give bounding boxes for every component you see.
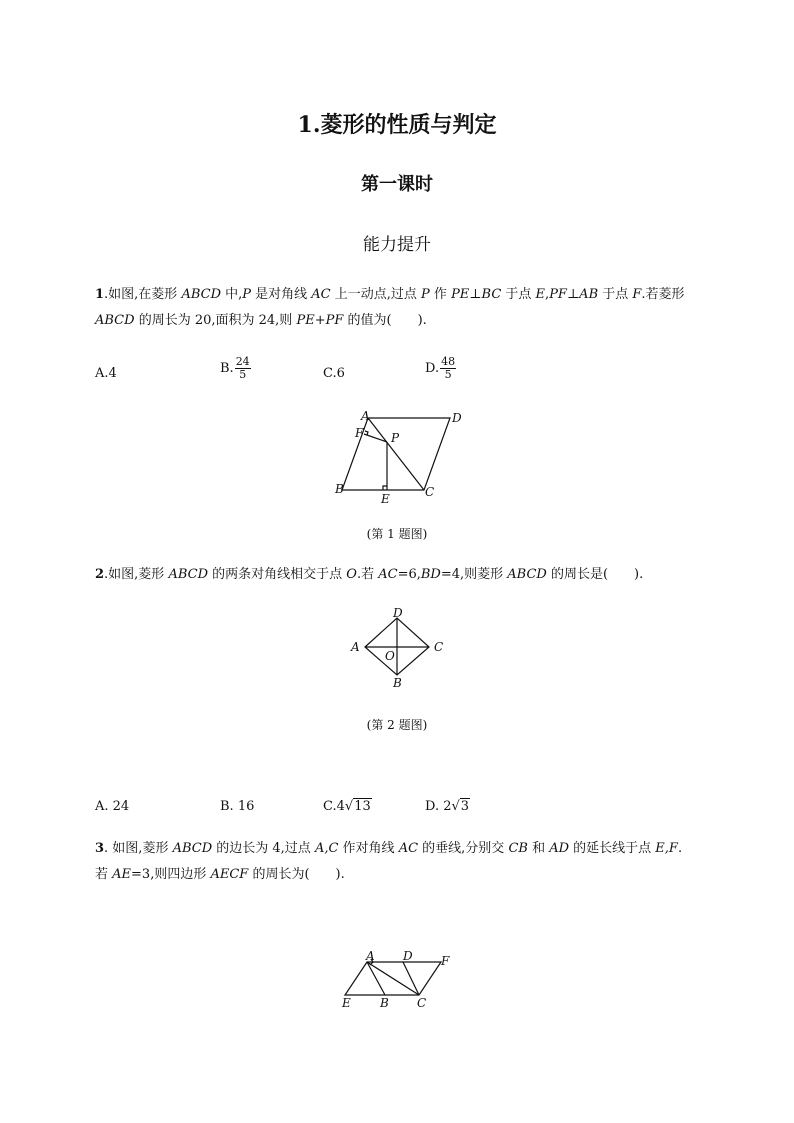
label-d: D: [452, 411, 462, 425]
question-3-line-2: 若 AE=3,则四边形 AECF 的周长为( ).: [95, 867, 345, 882]
label-d: D: [403, 949, 413, 963]
label-c: C: [417, 996, 427, 1010]
label-c: C: [425, 485, 435, 499]
question-3: [95, 836, 715, 888]
figure-q2-rhombus: [345, 605, 450, 690]
right-angle-e: [383, 486, 387, 490]
side-ab: [367, 962, 385, 995]
question-2-line-1: 2.如图,菱形 ABCD 的两条对角线相交于点 O.若 AC=6,BD=4,则菱形 ABCD 的周长是( ).: [95, 567, 644, 582]
label-f: F: [441, 954, 450, 968]
label-a: A: [361, 409, 370, 423]
question-number: 3: [95, 841, 105, 856]
q1-option-d: D. $\frac{48}{5}$: [425, 355, 456, 381]
figure-q3-quadrilateral: [335, 945, 460, 1015]
label-b: B: [380, 996, 389, 1010]
question-1-line-1: 1.如图,在菱形 ABCD 中,P 是对角线 AC 上一动点,过点 P 作 PE⊥BC 于点 E,PF⊥AB 于点 F.若菱形: [95, 287, 685, 302]
figure-1-caption: (第 1 题图): [366, 527, 428, 541]
page-title: 1.菱形的性质与判定: [297, 112, 497, 138]
label-d: D: [393, 606, 403, 620]
label-b: B: [335, 482, 344, 496]
label-c: C: [434, 640, 444, 654]
lesson-subtitle: 第一课时: [361, 174, 433, 195]
label-a: A: [366, 949, 375, 963]
q2-option-d: D. 2√3: [425, 799, 470, 814]
figure-q1-rhombus: [330, 405, 470, 505]
figure-2-caption: (第 2 题图): [366, 718, 428, 732]
q1-option-b: B. $\frac{24}{5}$: [220, 355, 250, 381]
q2-option-a: A. 24: [95, 799, 130, 814]
label-p: P: [391, 431, 400, 445]
section-heading: 能力提升: [363, 235, 431, 255]
q1-option-a: A.4: [95, 366, 117, 381]
diagonal-ac: [368, 418, 424, 490]
question-2: [95, 562, 715, 588]
label-e: E: [342, 996, 351, 1010]
question-3-line-1: 3. 如图,菱形 ABCD 的边长为 4,过点 A,C 作对角线 AC 的垂线,分别交 CB 和 AD 的延长线于点 E,F.: [95, 841, 683, 856]
label-e: E: [381, 492, 390, 505]
q2-option-c: C.4√13: [323, 799, 371, 814]
q2-option-b: B. 16: [220, 799, 255, 814]
q1-option-c: C.6: [323, 366, 345, 381]
question-1-line-2: ABCD 的周长为 20,面积为 24,则 PE+PF 的值为( ).: [95, 313, 427, 328]
question-1: [95, 282, 715, 334]
question-number: 1: [95, 287, 105, 302]
label-b: B: [393, 676, 402, 690]
question-number: 2: [95, 567, 105, 582]
label-a: A: [351, 640, 360, 654]
label-o: O: [385, 649, 395, 663]
label-f: F: [355, 426, 364, 440]
